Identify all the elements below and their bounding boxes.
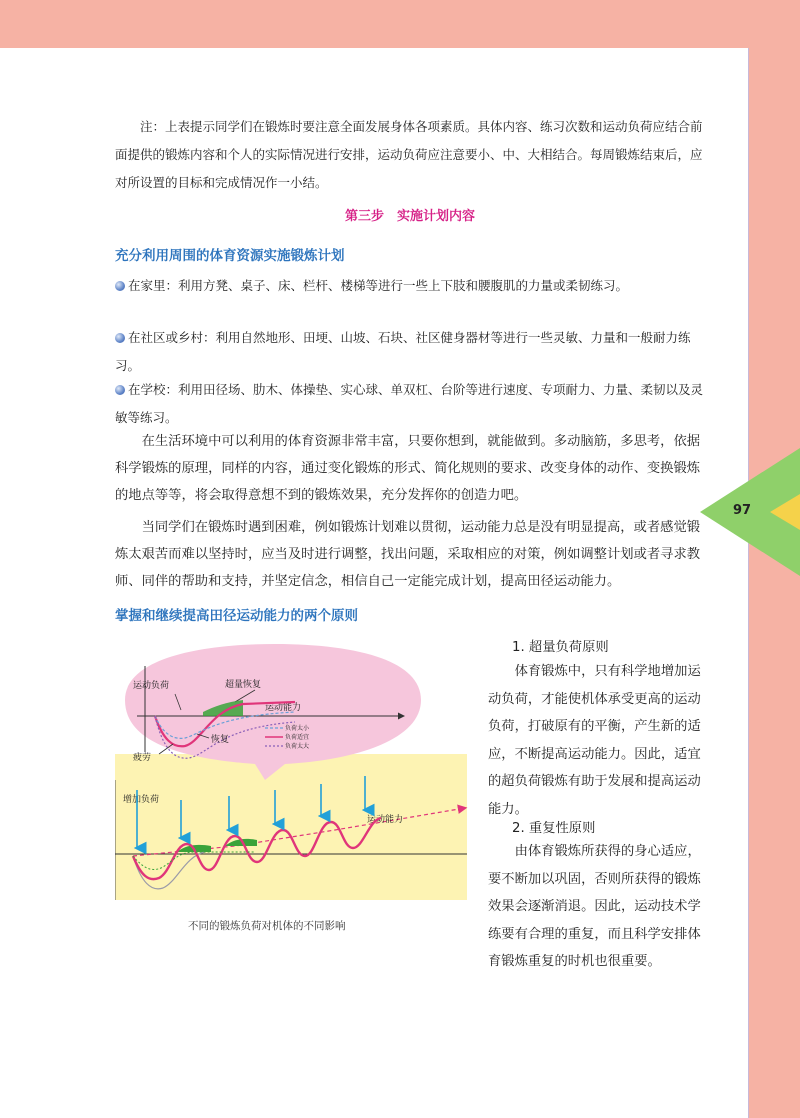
legend-proper: 负荷适宜	[285, 734, 310, 741]
list-item-community	[115, 324, 705, 380]
label-fatigue: 疲劳	[133, 753, 152, 763]
list-item-text: 在学校：利用田径场、肋木、体操垫、实心球、单双杠、台阶等进行速度、专项耐力、力量、柔韧以及灵敏等练习。	[115, 382, 704, 425]
section-heading-resources: 充分利用周围的体育资源实施锻炼计划	[115, 248, 345, 264]
label-increase-load: 增加负荷	[123, 795, 160, 805]
legend-small: 负荷太小	[285, 725, 310, 732]
step-title: 第三步 实施计划内容	[344, 209, 475, 224]
label-load: 运动负荷	[133, 681, 170, 691]
label-recovery: 恢复	[211, 735, 230, 745]
top-band	[0, 0, 800, 48]
yellow-panel	[115, 754, 467, 900]
principle2-title: 2. 重复性原则	[512, 821, 596, 836]
principle1-title: 1. 超量负荷原则	[512, 640, 609, 655]
list-item-home	[115, 272, 705, 300]
body-paragraph-difficulties: 当同学们在锻炼时遇到困难，例如锻炼计划难以贯彻，运动能力总是没有明显提高，或者感觉锻炼太艰苦而难以坚持时，应当及时进行调整，找出问题，采取相应的对策，例如调整计划或者寻求教师、同伴的帮助和支持，并坚定信念，相信自己一定能完成计划，提高田径运动能力。	[115, 520, 701, 589]
page-edge-line	[748, 48, 749, 1118]
principle2-text: 由体育锻炼所获得的身心适应，要不断加以巩固，否则所获得的锻炼效果会逐渐消退。因此，运动技术学练要有合理的重复，而且科学安排体育锻炼重复的时机也很重要。	[488, 844, 701, 969]
body-paragraph-resources: 在生活环境中可以利用的体育资源非常丰富，只要你想到，就能做到。多动脑筋，多思考，依据科学锻炼的原理，同样的内容，通过变化锻炼的形式、简化规则的要求、改变身体的动作、变换锻炼的地点等等，将会取得意想不到的锻炼效果，充分发挥你的创造力吧。	[115, 434, 701, 503]
list-item-school	[115, 376, 705, 432]
note-paragraph: 注：上表提示同学们在锻炼时要注意全面发展身体各项素质。具体内容、练习次数和运动负荷应结合前面提供的锻炼内容和个人的实际情况进行安排，运动负荷应注意要小、中、大相结合。每周锻炼结束后，应对所设置的目标和完成情况作一小结。	[115, 119, 703, 190]
bullet-icon	[115, 281, 125, 291]
bullet-icon	[115, 333, 125, 343]
section-heading-principles: 掌握和继续提高田径运动能力的两个原则	[115, 608, 358, 624]
list-item-text: 在家里：利用方凳、桌子、床、栏杆、楼梯等进行一些上下肢和腰腹肌的力量或柔韧练习。	[128, 278, 629, 293]
list-item-text: 在社区或乡村：利用自然地形、田埂、山坡、石块、社区健身器材等进行一些灵敏、力量和一般耐力练习。	[115, 330, 691, 373]
label-ability-main: 运动能力	[367, 815, 404, 825]
figure-caption: 不同的锻炼负荷对机体的不同影响	[188, 920, 346, 932]
legend-large: 负荷太大	[285, 743, 310, 750]
principle1-text: 体育锻炼中，只有科学地增加运动负荷，才能使机体承受更高的运动负荷，打破原有的平衡，产生新的适应，不断提高运动能力。因此，适宜的超负荷锻炼有助于发展和提高运动能力。	[488, 664, 701, 817]
label-supercomp: 超量恢复	[225, 680, 262, 690]
bullet-icon	[115, 385, 125, 395]
page-number: 97	[733, 503, 752, 518]
training-load-figure	[115, 630, 475, 910]
label-ability: 运动能力	[265, 703, 302, 713]
